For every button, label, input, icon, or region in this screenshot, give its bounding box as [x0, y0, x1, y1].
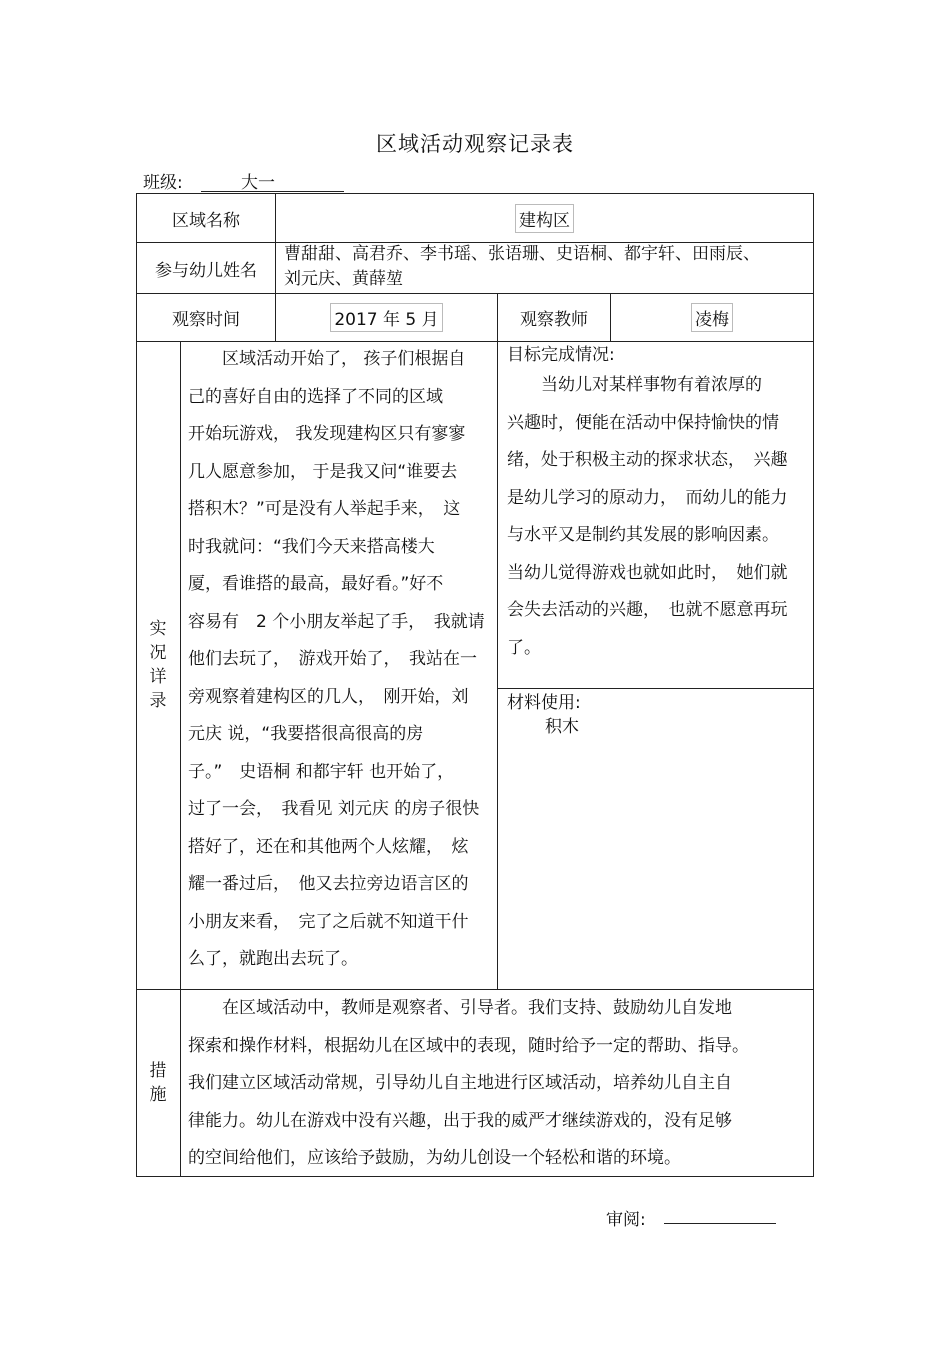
time-label	[137, 294, 275, 341]
record-line: 己的喜好自由的选择了不同的区域	[188, 386, 443, 407]
record-line: 元庆 说，“我要搭很高很高的房	[188, 724, 424, 744]
review-signature-line	[664, 1223, 776, 1224]
area-label-text: 区域名称	[172, 210, 240, 231]
goal-section	[507, 343, 788, 667]
col-divider	[180, 341, 181, 1177]
area-label	[137, 194, 275, 242]
record-narrative	[188, 341, 485, 979]
teacher-value-text: 凌梅	[691, 303, 733, 332]
record-label	[148, 617, 168, 713]
goal-line: 是幼儿学习的原动力， 而幼儿的能力	[507, 487, 788, 508]
record-line: 时我就问：“我们今天来搭高楼大	[188, 536, 435, 557]
goal-title: 目标完成情况:	[507, 345, 615, 365]
document-title: 区域活动观察记录表	[376, 132, 574, 156]
class-label: 班级:	[143, 173, 183, 193]
children-names-line: 刘元庆、黄薛堃	[284, 269, 403, 289]
record-label-char: 详	[149, 667, 167, 687]
teacher-value	[611, 294, 813, 341]
measure-line: 律能力。幼儿在游戏中没有兴趣，出于我的威严才继续游戏的，没有足够	[188, 1110, 732, 1131]
measure-line: 的空间给他们，应该给予鼓励，为幼儿创设一个轻松和谐的环境。	[188, 1148, 681, 1168]
material-section	[507, 691, 581, 739]
record-line: 子。” 史语桐 和都宇轩 也开始了，	[188, 761, 455, 782]
record-label-char: 录	[149, 691, 167, 711]
review-label: 审阅:	[606, 1210, 646, 1230]
measure-label-char: 措	[149, 1061, 167, 1081]
record-line: 容易有 2 个小朋友举起了手， 我就请	[188, 611, 485, 632]
teacher-label-text: 观察教师	[520, 310, 588, 330]
record-line: 旁观察着建构区的几人， 刚开始，刘	[188, 686, 469, 707]
goal-line: 会失去活动的兴趣， 也就不愿意再玩	[507, 600, 788, 620]
children-label	[137, 243, 275, 293]
record-line: 开始玩游戏， 我发现建构区只有寥寥	[188, 424, 466, 444]
area-value-text: 建构区	[515, 204, 574, 233]
record-line: 厦，看谁搭的最高，最好看。”好不	[188, 574, 444, 594]
record-line: 搭好了，还在和其他两个人炫耀， 炫	[188, 836, 469, 857]
goal-line: 兴趣时，便能在活动中保持愉快的情	[507, 412, 779, 433]
time-value-text: 2017 年 5 月	[330, 303, 442, 332]
material-title: 材料使用:	[507, 693, 581, 713]
col-divider	[497, 293, 498, 990]
record-line: 耀一番过后， 他又去拉旁边语言区的	[188, 874, 469, 894]
record-line: 几人愿意参加， 于是我又问“谁要去	[188, 461, 458, 482]
class-value: 大一	[201, 168, 344, 192]
children-names-line: 曹甜甜、高君乔、李书瑶、张语珊、史语桐、都宇轩、田雨辰、	[284, 244, 760, 264]
measure-label	[148, 1059, 168, 1107]
record-line: 搭积木？”可是没有人举起手来， 这	[188, 499, 461, 519]
area-value	[276, 194, 813, 242]
time-label-text: 观察时间	[172, 310, 240, 330]
measure-line: 探索和操作材料，根据幼儿在区域中的表现，随时给予一定的帮助、指导。	[188, 1035, 749, 1056]
record-line: 区域活动开始了， 孩子们根据自	[188, 349, 466, 369]
record-line: 他们去玩了， 游戏开始了， 我站在一	[188, 649, 477, 669]
measure-label-char: 施	[149, 1085, 167, 1105]
teacher-label	[498, 294, 610, 341]
record-label-char: 况	[149, 643, 167, 663]
time-value	[276, 294, 497, 341]
record-line: 小朋友来看， 完了之后就不知道干什	[188, 911, 469, 932]
children-names	[284, 242, 760, 292]
record-line: 过了一会， 我看见 刘元庆 的房子很快	[188, 799, 480, 819]
record-line: 么了，就跑出去玩了。	[188, 949, 358, 969]
goal-line: 绪，处于积极主动的探求状态， 兴趣	[507, 450, 788, 470]
row-divider	[498, 688, 814, 689]
children-label-text: 参与幼儿姓名	[155, 260, 257, 281]
goal-line: 了。	[507, 637, 541, 658]
goal-line: 当幼儿觉得游戏也就如此时， 她们就	[507, 562, 788, 583]
record-label-char: 实	[149, 619, 167, 639]
goal-line: 当幼儿对某样事物有着浓厚的	[507, 375, 762, 395]
goal-line: 与水平又是制约其发展的影响因素。	[507, 525, 779, 545]
measure-line: 我们建立区域活动常规，引导幼儿自主地进行区域活动，培养幼儿自主自	[188, 1073, 732, 1093]
measure-text	[188, 990, 749, 1178]
material-value: 积木	[545, 717, 579, 737]
measure-line: 在区域活动中，教师是观察者、引导者。我们支持、鼓励幼儿自发地	[188, 998, 732, 1018]
